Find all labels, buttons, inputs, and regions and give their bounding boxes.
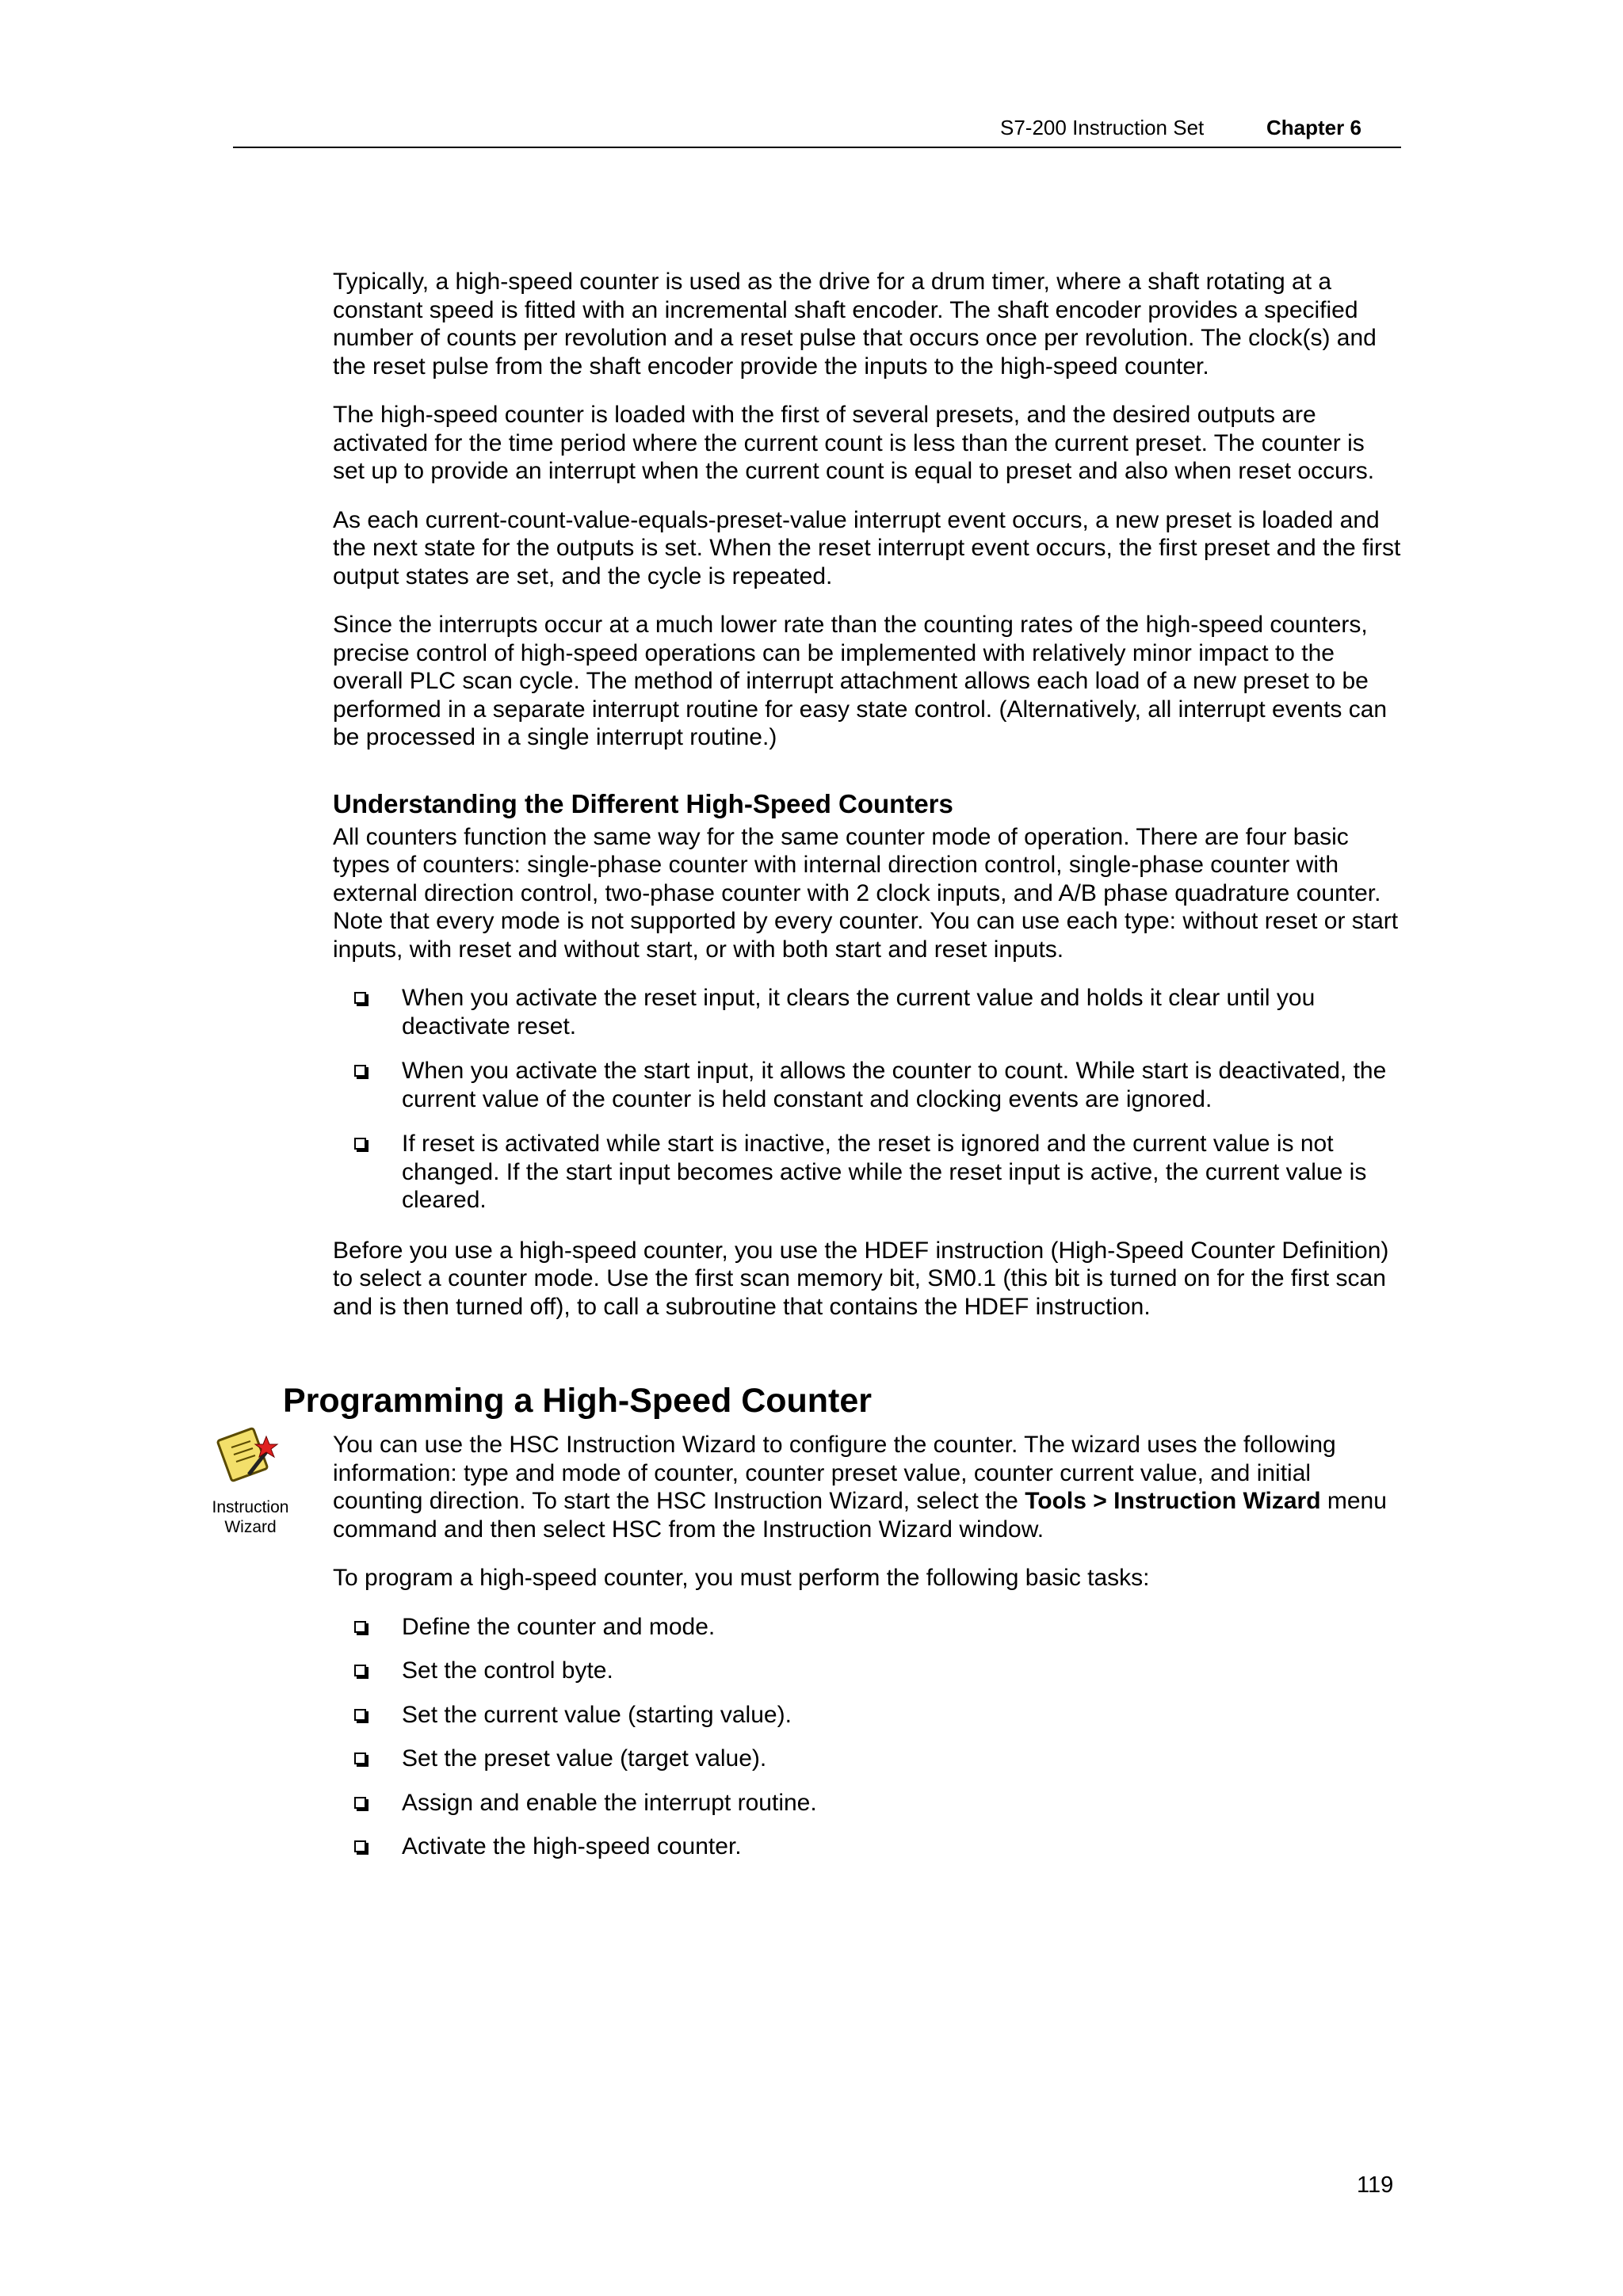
list-item-text: Assign and enable the interrupt routine. [402, 1789, 817, 1816]
list-item-text: Define the counter and mode. [402, 1613, 716, 1640]
list-item-text: Set the control byte. [402, 1657, 613, 1684]
list-item-text: When you activate the start input, it allows the counter to count. While start is deactivated, the current value of the counter is held constant and clocking events are ignored. [402, 1058, 1387, 1112]
instruction-wizard-icon [216, 1422, 279, 1486]
main-content [333, 268, 1403, 1341]
header-rule [233, 147, 1401, 148]
instruction-wizard-label: Instruction Wizard [212, 1498, 289, 1536]
checkbox-bullet-icon [354, 1665, 366, 1676]
checkbox-bullet-icon [354, 1138, 366, 1150]
list-item [333, 984, 1403, 1040]
programming-content [333, 1431, 1403, 1883]
list-item-text: Activate the high-speed counter. [402, 1833, 742, 1859]
bullet-list [333, 984, 1403, 1215]
section-heading: Programming a High-Speed Counter [283, 1382, 873, 1420]
list-item-text: When you activate the reset input, it clears the current value and holds it clear until you deactivate reset. [402, 985, 1316, 1039]
paragraph: To program a high-speed counter, you must perform the following basic tasks: [333, 1565, 1150, 1591]
list-item [333, 1657, 1403, 1685]
checkbox-bullet-icon [354, 1753, 366, 1764]
list-item [333, 1613, 1403, 1642]
checkbox-bullet-icon [354, 992, 366, 1004]
paragraph: The high-speed counter is loaded with the first of several presets, and the desired outputs are activated for the time period where the current count is less than the current preset. The counter is set up to provide an interrupt when the current count is equal to preset and also when reset occurs. [333, 402, 1375, 484]
list-item [333, 1789, 1403, 1817]
list-item [333, 1745, 1403, 1773]
paragraph: Typically, a high-speed counter is used as the drive for a drum timer, where a shaft rotating at a constant speed is fitted with an incremental shaft encoder. The shaft encoder provides a specified number of counts per revolution and a reset pulse that occurs once per revolution. The clock(s) and the reset pulse from the shaft encoder provide the inputs to the high-speed counter. [333, 269, 1377, 379]
paragraph: Since the interrupts occur at a much lower rate than the counting rates of the high-speed counters, precise control of high-speed operations can be implemented with relatively minor impact to the overall PLC scan cycle. The method of interrupt attachment allows each load of a new preset to be performed in a separate interrupt routine for easy state control. (Alternatively, all interrupt events can be processed in a single interrupt routine.) [333, 612, 1388, 750]
paragraph: Before you use a high-speed counter, you use the HDEF instruction (High-Speed Counter Definition) to select a counter mode. Use the first scan memory bit, SM0.1 (this bit is turned on for the first scan and is then turned off), to call a subroutine that contains the HDEF instruction. [333, 1237, 1389, 1320]
paragraph: All counters function the same way for the same counter mode of operation. There are four basic types of counters: single-phase counter with internal direction control, single-phase counter with external direction control, two-phase counter with 2 clock inputs, and A/B phase quadrature counter. Note that every mode is not supported by every counter. You can use each type: without reset or start inputs, with reset and without start, or with both start and reset inputs. [333, 823, 1399, 963]
checkbox-bullet-icon [354, 1709, 366, 1721]
list-item [333, 1701, 1403, 1730]
list-item [333, 1057, 1403, 1113]
page-number: 119 [1357, 2172, 1394, 2198]
header-book-title: S7-200 Instruction Set [1000, 116, 1205, 139]
checkbox-bullet-icon [354, 1797, 366, 1809]
paragraph: As each current-count-value-equals-preset-value interrupt event occurs, a new preset is loaded and the next state for the outputs is set. When the reset interrupt event occurs, the first preset and the first output states are set, and the cycle is repeated. [333, 506, 1401, 589]
checkbox-bullet-icon [354, 1065, 366, 1077]
task-list [333, 1613, 1403, 1861]
list-item-text: If reset is activated while start is inactive, the reset is ignored and the current value is not changed. If the start input becomes active while the reset input is active, the current value is cleared. [402, 1131, 1367, 1213]
paragraph: You can use the HSC Instruction Wizard to configure the counter. The wizard uses the following information: type and mode of counter, counter preset value, counter current value, and initial counting direction. To start the HSC Instruction Wizard, select the Tools > Instruction Wizard menu command and then select HSC from the Instruction Wizard window. [333, 1432, 1387, 1543]
subsection-heading: Understanding the Different High-Speed Counters [333, 788, 953, 818]
list-item [333, 1130, 1403, 1215]
menu-path: Tools > Instruction Wizard [1025, 1488, 1321, 1514]
header-chapter: Chapter 6 [1266, 116, 1361, 139]
list-item [333, 1833, 1403, 1861]
checkbox-bullet-icon [354, 1840, 366, 1852]
checkbox-bullet-icon [354, 1621, 366, 1633]
list-item-text: Set the current value (starting value). [402, 1701, 792, 1728]
list-item-text: Set the preset value (target value). [402, 1745, 767, 1772]
